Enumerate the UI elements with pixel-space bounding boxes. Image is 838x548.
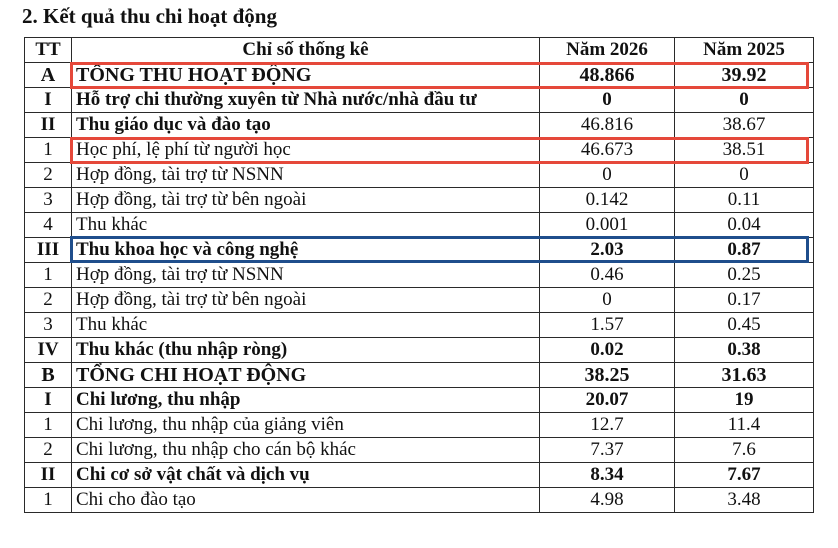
row-value-2025: 7.67: [675, 463, 814, 488]
row-value-2026: 1.57: [540, 313, 675, 338]
row-indicator: Chi cho đào tạo: [72, 488, 540, 513]
table-row: [25, 263, 814, 288]
table-row: [25, 388, 814, 413]
row-indicator: Thu khác (thu nhập ròng): [72, 338, 540, 363]
row-number: III: [25, 238, 72, 263]
section-heading: 2. Kết quả thu chi hoạt động: [22, 4, 277, 28]
row-indicator: Thu khoa học và công nghệ: [72, 238, 540, 263]
row-value-2025: 11.4: [675, 413, 814, 438]
row-indicator: Chi lương, thu nhập cho cán bộ khác: [72, 438, 540, 463]
header-year-2026: Năm 2026: [540, 38, 675, 63]
row-value-2026: 0.142: [540, 188, 675, 213]
row-value-2025: 0.87: [675, 238, 814, 263]
row-indicator: TỔNG CHI HOẠT ĐỘNG: [72, 363, 540, 388]
header-indicator: Chỉ số thống kê: [72, 38, 540, 63]
income-expense-table: [24, 37, 814, 513]
row-value-2025: 7.6: [675, 438, 814, 463]
row-number: 1: [25, 413, 72, 438]
table-row: [25, 288, 814, 313]
row-value-2026: 0: [540, 288, 675, 313]
row-indicator: Học phí, lệ phí từ người học: [72, 138, 540, 163]
row-number: I: [25, 88, 72, 113]
row-number: A: [25, 63, 72, 88]
row-indicator: Hợp đồng, tài trợ từ NSNN: [72, 263, 540, 288]
row-value-2026: 38.25: [540, 363, 675, 388]
row-value-2026: 2.03: [540, 238, 675, 263]
row-value-2025: 38.67: [675, 113, 814, 138]
row-indicator: Hỗ trợ chi thường xuyên từ Nhà nước/nhà đầu tư: [72, 88, 540, 113]
row-value-2026: 8.34: [540, 463, 675, 488]
table-row: [25, 363, 814, 388]
table-row: [25, 63, 814, 88]
table-row: [25, 213, 814, 238]
row-value-2026: 0.46: [540, 263, 675, 288]
row-number: I: [25, 388, 72, 413]
table-row: [25, 438, 814, 463]
table-row: [25, 138, 814, 163]
row-value-2025: 0.25: [675, 263, 814, 288]
row-number: II: [25, 463, 72, 488]
row-value-2026: 46.673: [540, 138, 675, 163]
table-row: [25, 113, 814, 138]
row-value-2025: 0.04: [675, 213, 814, 238]
row-value-2026: 0.001: [540, 213, 675, 238]
row-value-2026: 0: [540, 88, 675, 113]
row-value-2025: 0: [675, 163, 814, 188]
row-indicator: Chi lương, thu nhập: [72, 388, 540, 413]
table-row: [25, 413, 814, 438]
row-value-2026: 20.07: [540, 388, 675, 413]
row-number: 1: [25, 488, 72, 513]
row-value-2025: 19: [675, 388, 814, 413]
row-value-2025: 0: [675, 88, 814, 113]
row-indicator: Thu giáo dục và đào tạo: [72, 113, 540, 138]
row-value-2025: 0.17: [675, 288, 814, 313]
row-value-2026: 0: [540, 163, 675, 188]
row-value-2026: 4.98: [540, 488, 675, 513]
table-row: [25, 238, 814, 263]
row-indicator: TỔNG THU HOẠT ĐỘNG: [72, 63, 540, 88]
row-number: 3: [25, 313, 72, 338]
row-number: II: [25, 113, 72, 138]
row-number: 1: [25, 138, 72, 163]
row-indicator: Chi lương, thu nhập của giảng viên: [72, 413, 540, 438]
row-value-2025: 3.48: [675, 488, 814, 513]
table-body: [25, 63, 814, 513]
table-row: [25, 488, 814, 513]
table-row: [25, 188, 814, 213]
row-number: 2: [25, 288, 72, 313]
row-indicator: Hợp đồng, tài trợ từ bên ngoài: [72, 188, 540, 213]
row-indicator: Hợp đồng, tài trợ từ NSNN: [72, 163, 540, 188]
table-row: [25, 313, 814, 338]
row-value-2025: 38.51: [675, 138, 814, 163]
row-value-2025: 0.45: [675, 313, 814, 338]
table-row: [25, 163, 814, 188]
row-value-2025: 31.63: [675, 363, 814, 388]
row-number: 2: [25, 438, 72, 463]
row-indicator: Thu khác: [72, 313, 540, 338]
row-number: 3: [25, 188, 72, 213]
row-value-2026: 0.02: [540, 338, 675, 363]
row-value-2026: 48.866: [540, 63, 675, 88]
header-year-2025: Năm 2025: [675, 38, 814, 63]
table-row: [25, 88, 814, 113]
row-value-2026: 46.816: [540, 113, 675, 138]
row-number: 4: [25, 213, 72, 238]
table-row: [25, 463, 814, 488]
row-number: 1: [25, 263, 72, 288]
row-value-2025: 0.11: [675, 188, 814, 213]
table-header-row: [25, 38, 814, 63]
row-number: IV: [25, 338, 72, 363]
row-indicator: Hợp đồng, tài trợ từ bên ngoài: [72, 288, 540, 313]
report-table-wrap: [24, 37, 814, 530]
row-indicator: Thu khác: [72, 213, 540, 238]
row-value-2025: 0.38: [675, 338, 814, 363]
row-number: B: [25, 363, 72, 388]
row-indicator: Chi cơ sở vật chất và dịch vụ: [72, 463, 540, 488]
row-value-2025: 39.92: [675, 63, 814, 88]
row-value-2026: 7.37: [540, 438, 675, 463]
row-value-2026: 12.7: [540, 413, 675, 438]
header-tt: TT: [25, 38, 72, 63]
table-row: [25, 338, 814, 363]
row-number: 2: [25, 163, 72, 188]
